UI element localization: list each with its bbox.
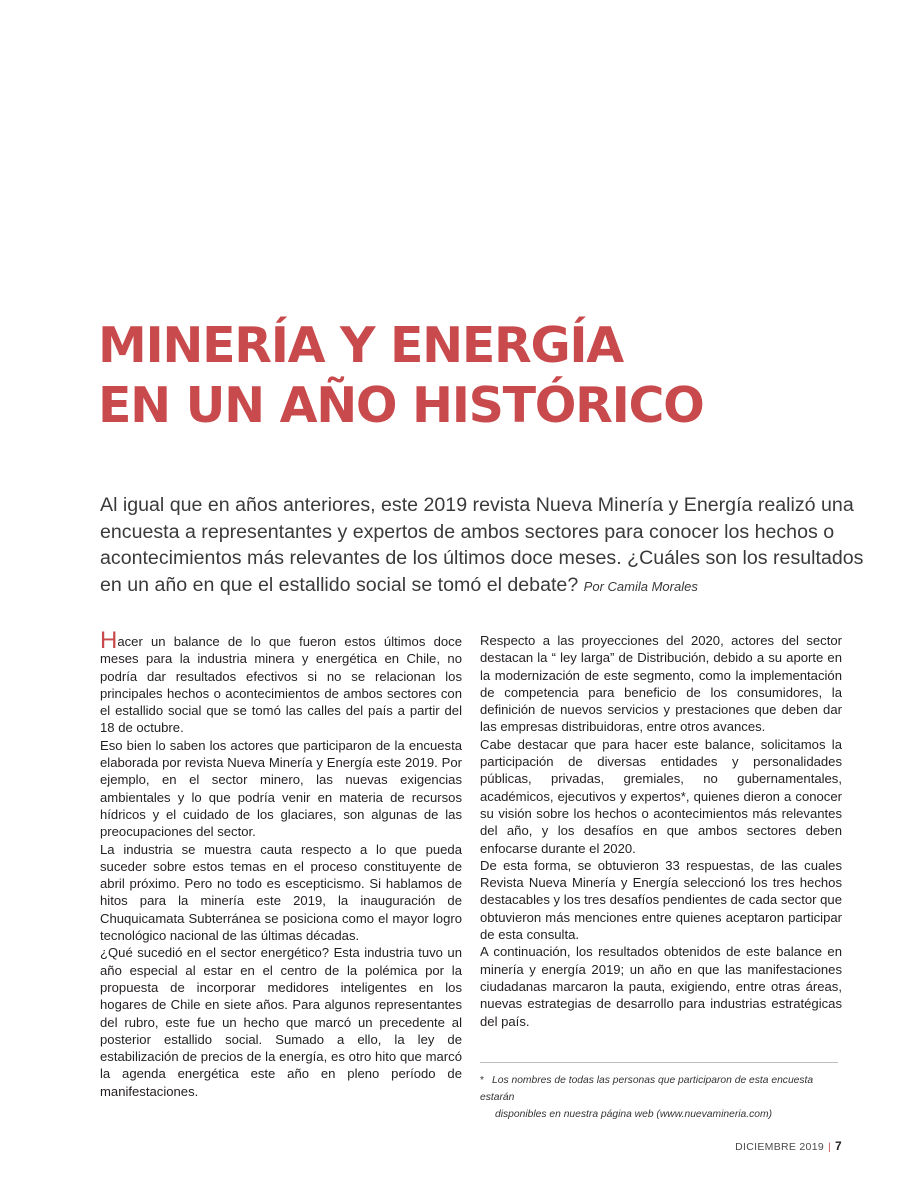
body-paragraph-5: Respecto a las proyecciones del 2020, actores del sector destacan la “ ley larga” de Distribución, debido a su aporte en la modernización de este segmento, como la implementación de competencia para beneficio de los consumidores, la definición de nuevos servicios y prestaciones que deben dar las empresas distribuidoras, entre otros avances. bbox=[480, 633, 842, 735]
lead-line-2: encuesta a representantes y expertos de ambos sectores para conocer los hechos o bbox=[100, 520, 835, 543]
lead-line-1: Al igual que en años anteriores, este 2019 revista Nueva Minería y Energía realizó una bbox=[100, 494, 854, 516]
body-paragraph-4: ¿Qué sucedió en el sector energético? Esta industria tuvo un año especial al estar en el centro de la polémica por la propuesta de incorporar medidores inteligentes en los hogares de Chile en siete años. Para algunos representantes del rubro, este fue un hecho que marcó un precedente al posterior estallido social. Sumado a ello, la ley de estabilización de precios de la energía, es otro hito que marcó la agenda energética este año en pleno período de manifestaciones. bbox=[100, 945, 462, 1099]
page-number: 7 bbox=[835, 1139, 842, 1153]
footnote-divider bbox=[480, 1062, 838, 1063]
footnote-marker: * bbox=[480, 1075, 485, 1086]
article-title bbox=[98, 316, 704, 436]
author-byline: Por Camila Morales bbox=[583, 578, 698, 594]
footnote-line-1: Los nombres de todas las personas que participaron de esta encuesta estarán bbox=[480, 1075, 814, 1103]
drop-cap: H bbox=[100, 627, 118, 654]
body-paragraph-2: Eso bien lo saben los actores que participaron de la encuesta elaborada por revista Nueva Minería y Energía este 2019. Por ejemplo, en el sector minero, las nuevas exigencias ambientales y lo que podría venir en materia de recursos hídricos y el cuidado de los glaciares, son algunas de las preocupaciones del sector. bbox=[100, 737, 462, 840]
title-line-2: EN UN AÑO HISTÓRICO bbox=[98, 377, 704, 434]
footnote bbox=[480, 1072, 842, 1123]
body-paragraph-1 bbox=[100, 627, 462, 737]
title-line-1: MINERÍA Y ENERGÍA bbox=[98, 317, 623, 374]
body-paragraph-1-text: acer un balance de lo que fueron estos últimos doce meses para la industria minera y energética en Chile, no podría dar resultados efectivos si no se relacionan los principales hechos o acontecimientos de ambos sectores con el estallido social que se tomó las calles del país a partir del 18 de octubre. bbox=[100, 634, 462, 736]
lead-line-3: acontecimientos más relevantes de los últimos doce meses. ¿Cuáles son los resultados bbox=[100, 547, 864, 569]
footer-separator: | bbox=[827, 1141, 832, 1153]
lead-paragraph bbox=[100, 492, 864, 600]
lead-line-4-wrap bbox=[100, 572, 845, 601]
footnote-line-2: disponibles en nuestra página web (www.nuevamineria.com) bbox=[495, 1109, 773, 1120]
lead-line-4: en un año en que el estallido social se tomó el debate? bbox=[100, 573, 579, 596]
body-paragraph-8: A continuación, los resultados obtenidos de este balance en minería y energía 2019; un año en que las manifestaciones ciudadanas marcaron la pauta, exigiendo, entre otras áreas, nuevas estrategias de desarrollo para industrias estratégicas del país. bbox=[480, 944, 842, 1029]
body-paragraph-3: La industria se muestra cauta respecto a lo que pueda suceder sobre estos temas en el proceso constituyente de abril próximo. Pero no todo es escepticismo. Si hablamos de hitos para la minería este 2019, la inauguración de Chuquicamata Subterránea se posiciona como el mayor logro tecnológico nacional de las últimas décadas. bbox=[100, 841, 462, 944]
body-column-left bbox=[100, 627, 462, 1100]
body-paragraph-6: Cabe destacar que para hacer este balance, solicitamos la participación de diversas entidades y personalidades públicas, privadas, gremiales, no gubernamentales, académicos, ejecutivos y expertos*, quienes dieron a conocer su visión sobre los hechos o acontecimientos más relevantes del año, y los desafíos en que ambos sectores deben enfocarse durante el 2020. bbox=[480, 736, 842, 856]
issue-date: DICIEMBRE 2019 bbox=[735, 1141, 824, 1153]
body-column-right bbox=[480, 632, 842, 1030]
body-paragraph-7: De esta forma, se obtuvieron 33 respuestas, de las cuales Revista Nueva Minería y Energía seleccionó los tres hechos destacables y los tres desafíos pendientes de cada sector que obtuvieron más menciones entre quienes aceptaron participar de esta consulta. bbox=[480, 857, 842, 943]
page-footer bbox=[735, 1139, 842, 1153]
